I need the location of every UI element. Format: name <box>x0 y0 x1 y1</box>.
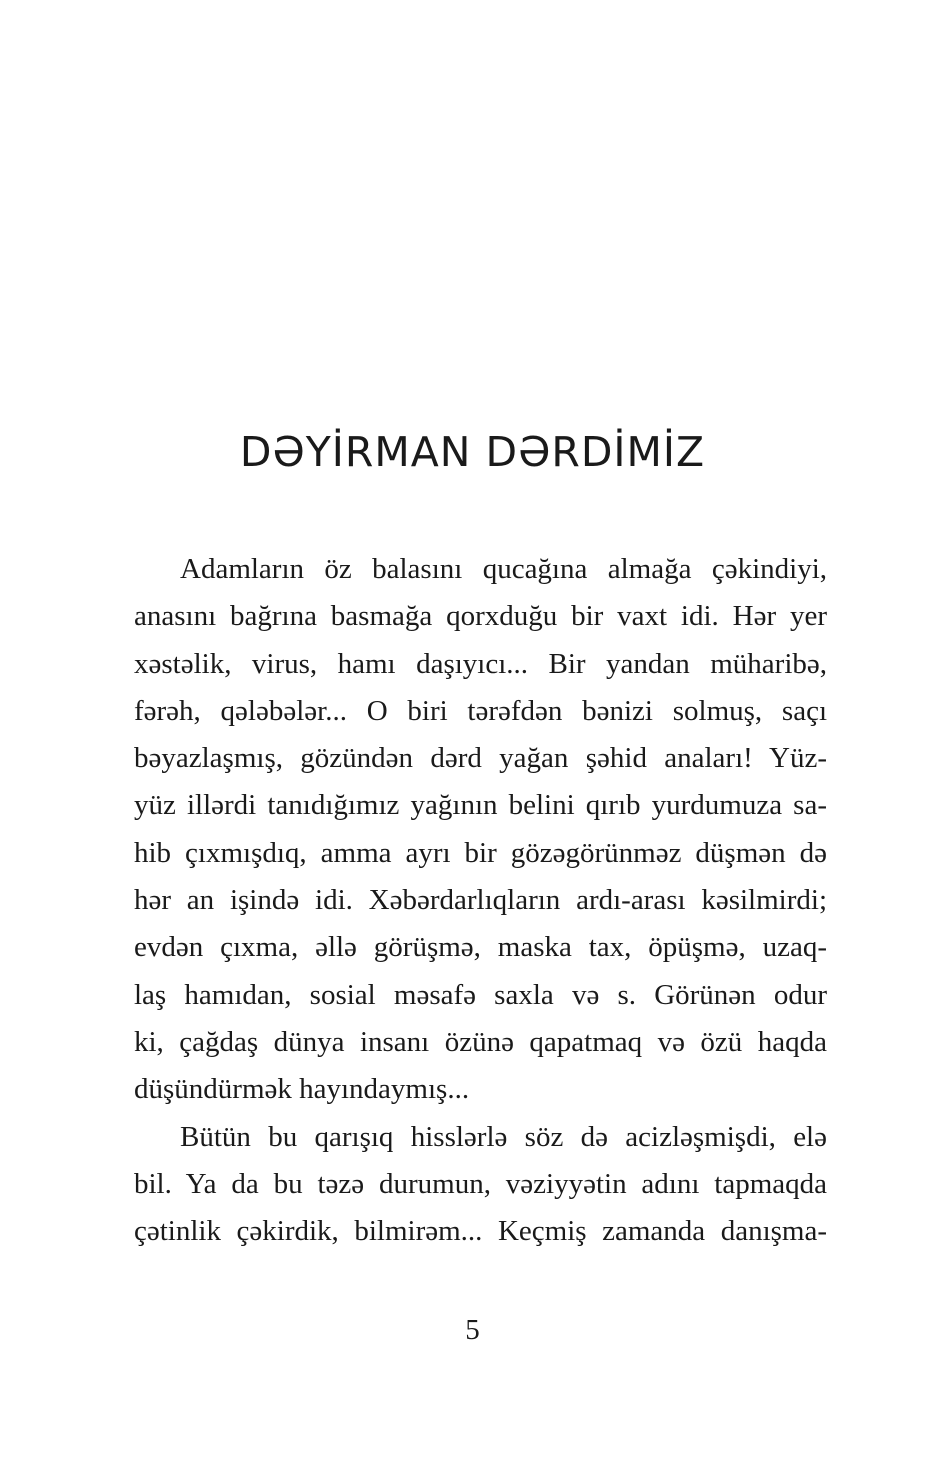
text-line: hib çıxmışdıq, amma ayrı bir gözəgörünməz düşmən də <box>134 836 827 869</box>
text-line: düşündürmək hayındaymış... <box>134 1073 470 1106</box>
body-text <box>134 546 827 1255</box>
text-line: Adamların öz balasını qucağına almağa çəkindiyi, <box>180 553 827 585</box>
page-number: 5 <box>465 1314 480 1346</box>
text-line: fərəh, qələbələr... O biri tərəfdən bənizi solmuş, saçı <box>134 694 827 727</box>
text-line: bil. Ya da bu təzə durumun, vəziyyətin adını tapmaqda <box>134 1167 827 1200</box>
text-line: Bütün bu qarışıq hisslərlə söz də acizləşmişdi, elə <box>180 1120 827 1153</box>
text-line: bəyazlaşmış, gözündən dərd yağan şəhid anaları! Yüz- <box>134 742 827 775</box>
text-line: yüz illərdi tanıdığımız yağının belini qırıb yurdumuza sa- <box>134 789 827 822</box>
text-line: xəstəlik, virus, hamı daşıyıcı... Bir yandan müharibə, <box>134 647 827 680</box>
chapter-title: DƏYİRMAN DƏRDİMİZ <box>239 428 706 476</box>
text-line: çətinlik çəkirdik, bilmirəm... Keçmiş zamanda danışma- <box>134 1215 827 1248</box>
text-line: ki, çağdaş dünya insanı özünə qapatmaq və özü haqda <box>134 1025 827 1058</box>
text-line: laş hamıdan, sosial məsafə saxla və s. Görünən odur <box>134 978 827 1011</box>
text-line: hər an işində idi. Xəbərdarlıqların ardı-arası kəsilmirdi; <box>134 884 827 917</box>
text-line: evdən çıxma, əllə görüşmə, maska tax, öpüşmə, uzaq- <box>134 931 827 964</box>
paragraph <box>134 546 827 1114</box>
paragraph <box>134 1114 827 1256</box>
text-line: anasını bağrına basmağa qorxduğu bir vaxt idi. Hər yer <box>134 600 827 633</box>
